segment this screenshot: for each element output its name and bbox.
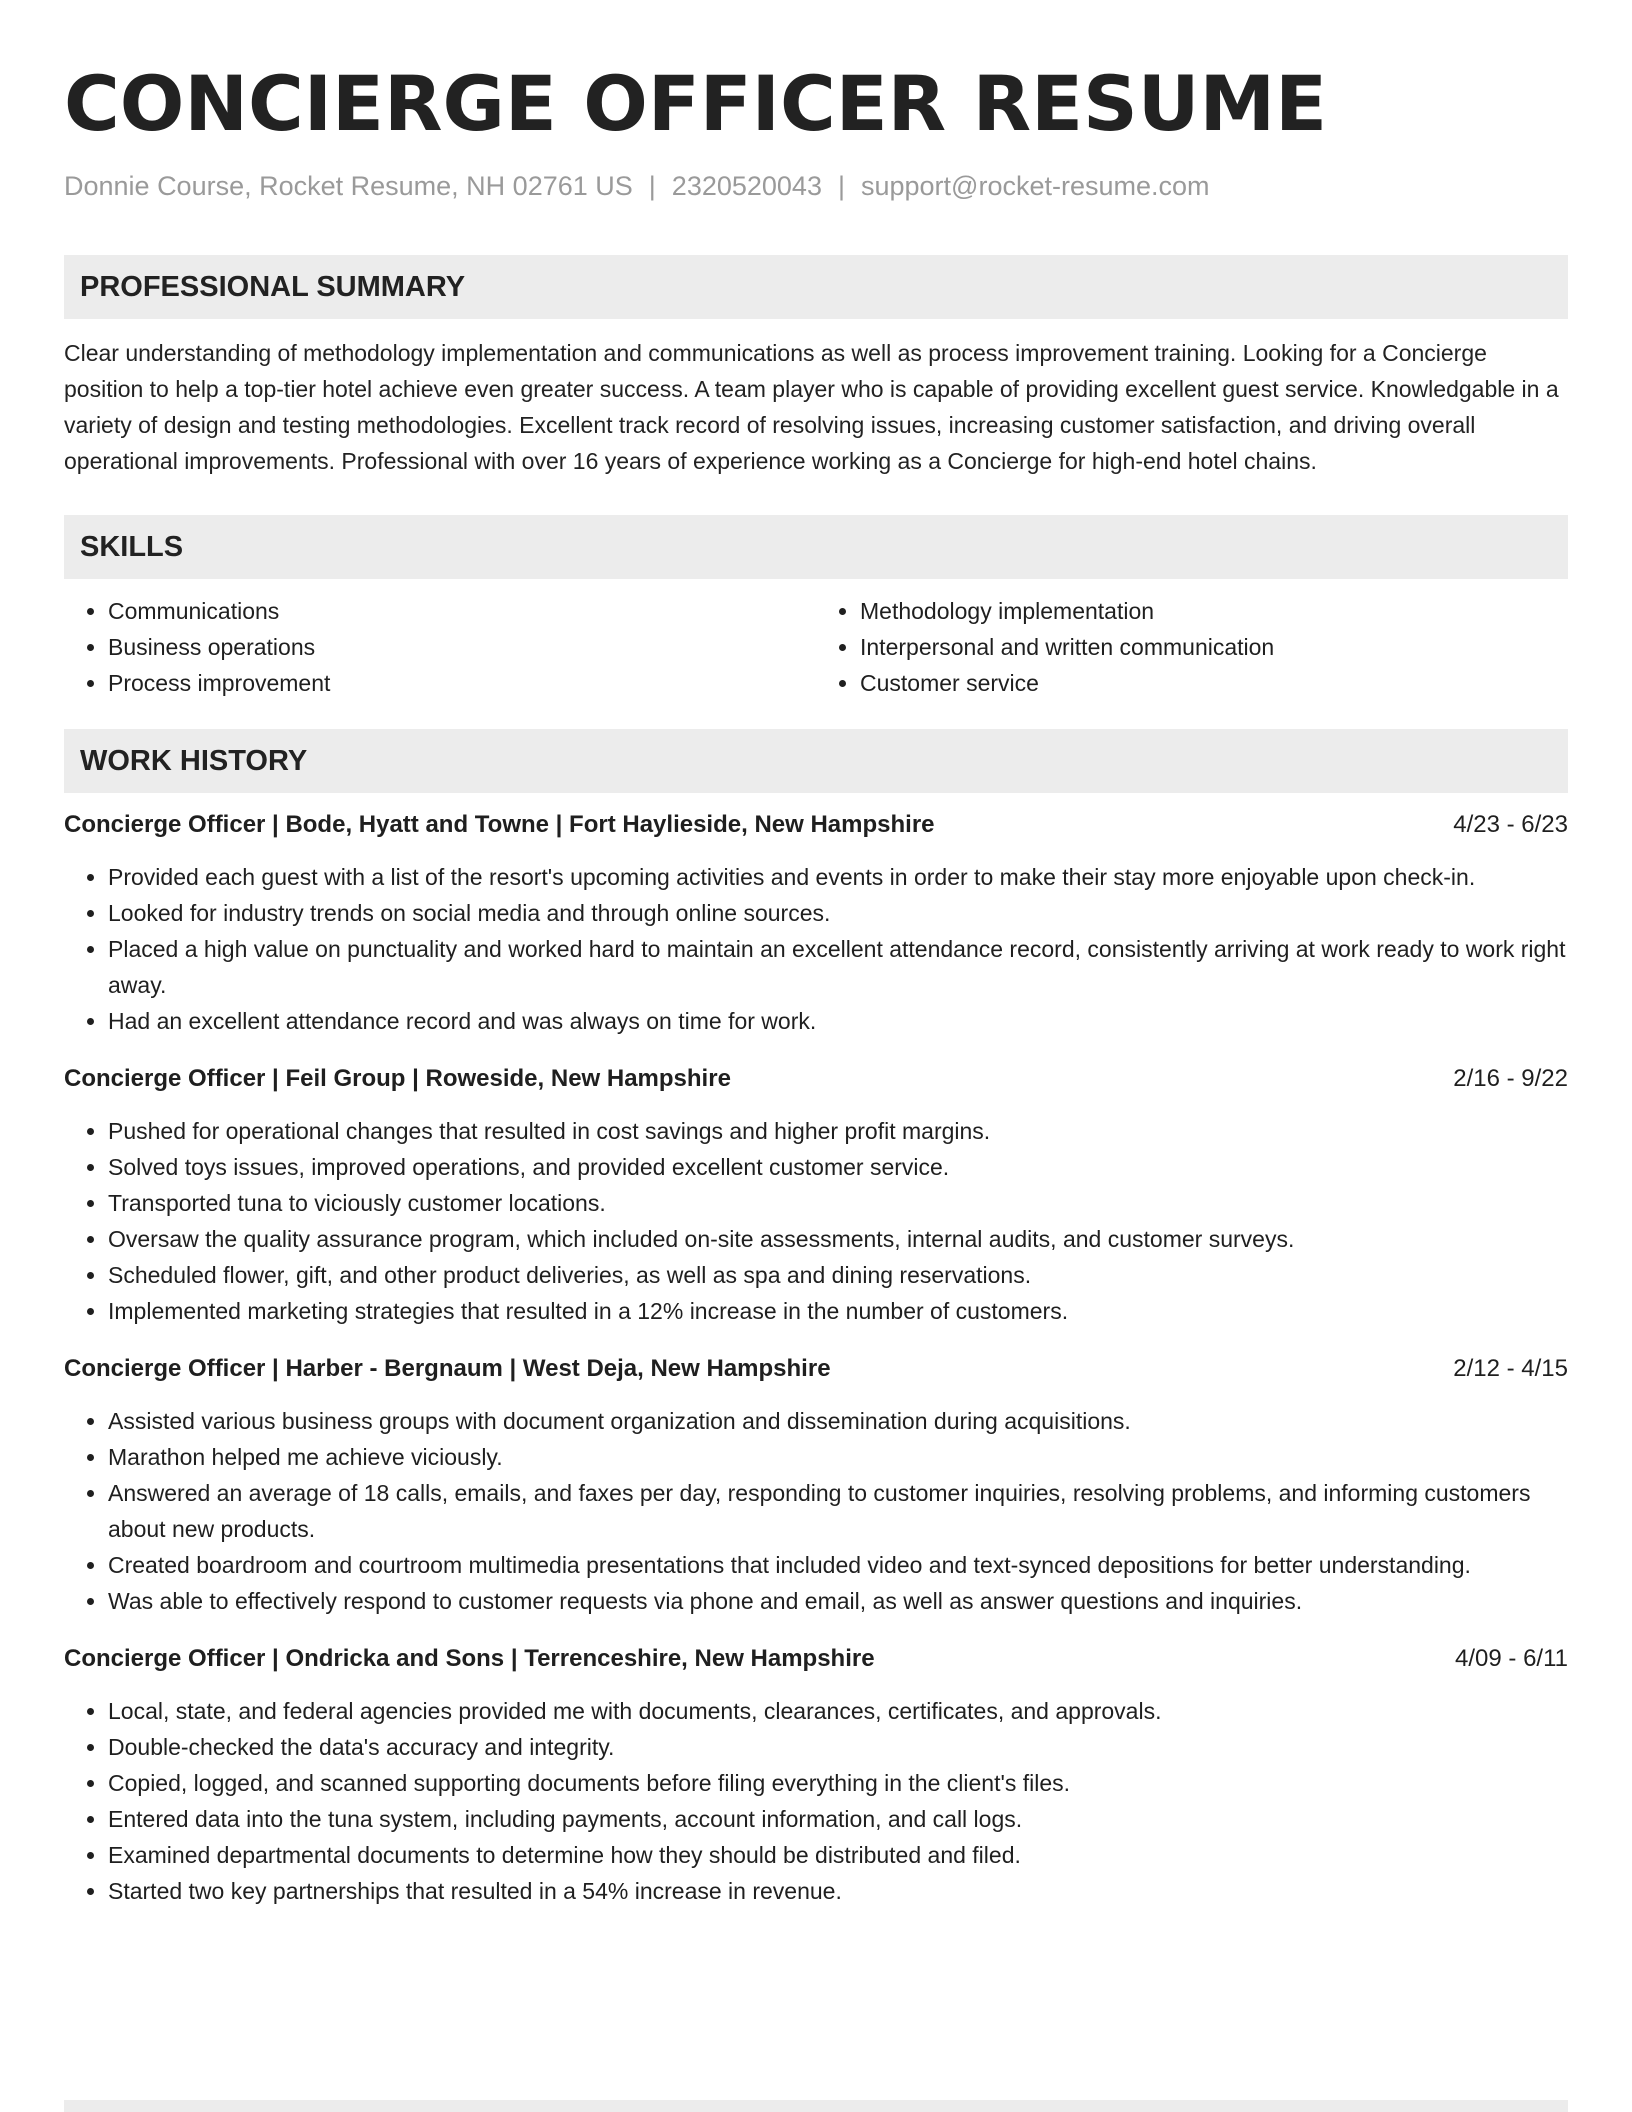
skill-item: • Interpersonal and written communication bbox=[860, 629, 1568, 665]
section-heading-label: SKILLS bbox=[80, 530, 184, 563]
job-entry bbox=[64, 1061, 1568, 1329]
job-bullet: • Pushed for operational changes that resulted in cost savings and higher profit margins. bbox=[108, 1113, 1568, 1149]
section-heading-label: WORK HISTORY bbox=[80, 744, 308, 777]
job-bullet: • Oversaw the quality assurance program, which included on-site assessments, internal audits, and customer surveys. bbox=[108, 1221, 1568, 1257]
contact-line bbox=[64, 168, 1568, 204]
skill-item: • Process improvement bbox=[108, 665, 816, 701]
contact-address: Donnie Course, Rocket Resume, NH 02761 US bbox=[64, 171, 633, 201]
job-dates: 2/16 - 9/22 bbox=[1453, 1065, 1568, 1092]
job-title: Concierge Officer | Bode, Hyatt and Towne | Fort Haylieside, New Hampshire bbox=[64, 811, 935, 838]
job-bullet: • Created boardroom and courtroom multimedia presentations that included video and text-synced depositions for better understanding. bbox=[108, 1547, 1568, 1583]
job-bullet: • Started two key partnerships that resulted in a 54% increase in revenue. bbox=[108, 1873, 1568, 1909]
section-heading-label: PROFESSIONAL SUMMARY bbox=[80, 270, 466, 303]
job-bullet: • Solved toys issues, improved operations, and provided excellent customer service. bbox=[108, 1149, 1568, 1185]
section-heading-skills bbox=[64, 515, 1568, 579]
contact-phone: 2320520043 bbox=[671, 171, 822, 201]
contact-separator: | bbox=[648, 171, 656, 201]
job-entry bbox=[64, 1351, 1568, 1619]
job-bullet: • Had an excellent attendance record and was always on time for work. bbox=[108, 1003, 1568, 1039]
job-bullet: • Was able to effectively respond to customer requests via phone and email, as well as answer questions and inquiries. bbox=[108, 1583, 1568, 1619]
job-bullets bbox=[64, 1113, 1568, 1329]
job-bullet: • Entered data into the tuna system, including payments, account information, and call logs. bbox=[108, 1801, 1568, 1837]
skills-column-left bbox=[64, 593, 816, 701]
job-bullet: • Implemented marketing strategies that resulted in a 12% increase in the number of customers. bbox=[108, 1293, 1568, 1329]
skills-column-right bbox=[816, 593, 1568, 701]
job-bullets bbox=[64, 1693, 1568, 1909]
job-entry bbox=[64, 807, 1568, 1039]
job-header bbox=[64, 1061, 1568, 1097]
skill-item: • Methodology implementation bbox=[860, 593, 1568, 629]
skill-item: • Business operations bbox=[108, 629, 816, 665]
contact-email: support@rocket-resume.com bbox=[860, 171, 1210, 201]
job-bullet: • Copied, logged, and scanned supporting documents before filing everything in the client's files. bbox=[108, 1765, 1568, 1801]
job-bullet: • Marathon helped me achieve viciously. bbox=[108, 1439, 1568, 1475]
job-header bbox=[64, 1351, 1568, 1387]
job-bullet: • Double-checked the data's accuracy and integrity. bbox=[108, 1729, 1568, 1765]
contact-separator: | bbox=[837, 171, 845, 201]
job-bullet: • Answered an average of 18 calls, emails, and faxes per day, responding to customer inquiries, resolving problems, and informing customers about new products. bbox=[108, 1475, 1568, 1547]
job-bullet: • Placed a high value on punctuality and worked hard to maintain an excellent attendance record, consistently arriving at work ready to work right away. bbox=[108, 931, 1568, 1003]
job-bullets bbox=[64, 859, 1568, 1039]
job-entry bbox=[64, 1641, 1568, 1909]
skill-item: • Customer service bbox=[860, 665, 1568, 701]
job-dates: 4/23 - 6/23 bbox=[1453, 811, 1568, 838]
job-header bbox=[64, 807, 1568, 843]
job-bullet: • Assisted various business groups with document organization and dissemination during acquisitions. bbox=[108, 1403, 1568, 1439]
skill-item: • Communications bbox=[108, 593, 816, 629]
job-bullet: • Scheduled flower, gift, and other product deliveries, as well as spa and dining reservations. bbox=[108, 1257, 1568, 1293]
job-bullet: • Local, state, and federal agencies provided me with documents, clearances, certificates, and approvals. bbox=[108, 1693, 1568, 1729]
summary-text: Clear understanding of methodology implementation and communications as well as process improvement training. Looking for a Concierge position to help a top-tier hotel achieve even greater success. A team player who is capable of providing excellent guest service. Knowledgable in a variety of design and testing methodologies. Excellent track record of resolving issues, increasing customer satisfaction, and driving overall operational improvements. Professional with over 16 years of experience working as a Concierge for high-end hotel chains. bbox=[64, 340, 1559, 474]
section-heading-summary bbox=[64, 255, 1568, 319]
job-bullet: • Looked for industry trends on social media and through online sources. bbox=[108, 895, 1568, 931]
job-dates: 2/12 - 4/15 bbox=[1453, 1355, 1568, 1382]
resume-title: CONCIERGE OFFICER RESUME bbox=[64, 59, 1328, 148]
job-title: Concierge Officer | Harber - Bergnaum | West Deja, New Hampshire bbox=[64, 1355, 831, 1382]
skills-list bbox=[64, 593, 1568, 701]
job-bullet: • Provided each guest with a list of the resort's upcoming activities and events in order to make their stay more enjoyable upon check-in. bbox=[108, 859, 1568, 895]
next-section-band bbox=[64, 2100, 1568, 2112]
job-title: Concierge Officer | Feil Group | Roweside, New Hampshire bbox=[64, 1065, 731, 1092]
section-heading-work-history bbox=[64, 729, 1568, 793]
job-bullet: • Transported tuna to viciously customer locations. bbox=[108, 1185, 1568, 1221]
job-bullets bbox=[64, 1403, 1568, 1619]
job-bullet: • Examined departmental documents to determine how they should be distributed and filed. bbox=[108, 1837, 1568, 1873]
job-header bbox=[64, 1641, 1568, 1677]
job-dates: 4/09 - 6/11 bbox=[1455, 1645, 1568, 1672]
job-title: Concierge Officer | Ondricka and Sons | Terrenceshire, New Hampshire bbox=[64, 1645, 875, 1672]
